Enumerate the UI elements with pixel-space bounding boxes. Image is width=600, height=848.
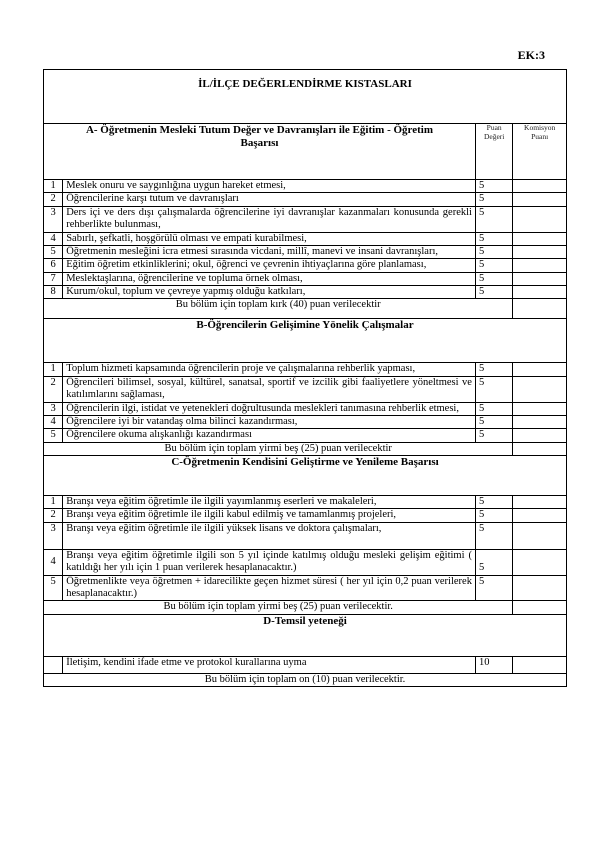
table-row: 4 Öğrencilere iyi bir vatandaş olma bilinci kazandırması, 5	[44, 415, 567, 428]
committee-score-cell[interactable]	[513, 245, 567, 258]
section-c-title: C-Öğretmenin Kendisini Geliştirme ve Yenileme Başarısı	[44, 456, 567, 496]
committee-score-cell[interactable]	[513, 363, 567, 376]
committee-total-cell[interactable]	[513, 601, 567, 614]
committee-score-cell[interactable]	[513, 415, 567, 428]
table-row: 3 Branşı veya eğitim öğretimle ile ilgili yüksek lisans ve doktora çalışmaları, 5	[44, 522, 567, 549]
section-b-total: Bu bölüm için toplam yirmi beş (25) puan verilecektir	[44, 442, 513, 455]
committee-total-cell[interactable]	[513, 299, 567, 319]
committee-header: Komisyon Puanı	[513, 124, 567, 180]
table-row: 5 Öğretmenlikte veya öğretmen + idarecilikte geçen hizmet süresi ( her yıl için 0,2 puan verilerek hesaplanacaktır.) 5	[44, 575, 567, 601]
table-title: İL/İLÇE DEĞERLENDİRME KISTASLARI	[44, 70, 567, 124]
evaluation-table	[43, 69, 567, 687]
table-row: 7 Meslektaşlarına, öğrencilerine ve topluma örnek olması, 5	[44, 272, 567, 285]
table-row: 3 Öğrencilerin ilgi, istidat ve yetenekleri doğrultusunda meslekleri tanımasına rehberlik etmesi, 5	[44, 402, 567, 415]
section-d-title: D-Temsil yeteneği	[44, 614, 567, 656]
table-row: 1 Branşı veya eğitim öğretimle ile ilgili yayımlanmış eserleri ve makaleleri, 5	[44, 496, 567, 509]
table-row: 5 Öğrencilere okuma alışkanlığı kazandırması 5	[44, 429, 567, 442]
committee-total-cell[interactable]	[513, 442, 567, 455]
annex-label: EK:3	[517, 48, 545, 62]
section-c-total: Bu bölüm için toplam yirmi beş (25) puan verilecektir.	[44, 601, 513, 614]
table-row: 6 Eğitim öğretim etkinliklerini; okul, öğrenci ve çevrenin ihtiyaçlarına göre planlaması, 5	[44, 259, 567, 272]
committee-score-cell[interactable]	[513, 272, 567, 285]
committee-score-cell[interactable]	[513, 286, 567, 299]
section-a-total: Bu bölüm için toplam kırk (40) puan verilecektir	[44, 299, 513, 319]
committee-score-cell[interactable]	[513, 180, 567, 193]
committee-score-cell[interactable]	[513, 656, 567, 673]
table-row: 2 Branşı veya eğitim öğretimle ile ilgili kabul edilmiş ve tamamlanmış projeleri, 5	[44, 509, 567, 522]
table-row: 4 Sabırlı, şefkatli, hoşgörülü olması ve empati kurabilmesi, 5	[44, 232, 567, 245]
table-row: 2 Öğrencileri bilimsel, sosyal, kültürel, sanatsal, sportif ve izcilik gibi faaliyetlere yöneltmesi ve katılımlarını sağlaması, 5	[44, 376, 567, 402]
committee-score-cell[interactable]	[513, 496, 567, 509]
committee-score-cell[interactable]	[513, 549, 567, 575]
section-b-title: B-Öğrencilerin Gelişimine Yönelik Çalışmalar	[44, 319, 567, 363]
table-row: 8 Kurum/okul, toplum ve çevreye yapmış olduğu katkıları, 5	[44, 286, 567, 299]
committee-score-cell[interactable]	[513, 509, 567, 522]
committee-score-cell[interactable]	[513, 232, 567, 245]
committee-score-cell[interactable]	[513, 575, 567, 601]
committee-score-cell[interactable]	[513, 429, 567, 442]
committee-score-cell[interactable]	[513, 402, 567, 415]
table-row: 4 Branşı veya eğitim öğretimle ilgili son 5 yıl içinde katılmış olduğu mesleki gelişim eğitimi ( katıldığı her yılı için 1 puan verilerek hesaplanacaktır.) 5	[44, 549, 567, 575]
table-row: 1 Toplum hizmeti kapsamında öğrencilerin proje ve çalışmalarına rehberlik yapması, 5	[44, 363, 567, 376]
table-row: 2 Öğrencilerine karşı tutum ve davranışları 5	[44, 193, 567, 206]
committee-score-cell[interactable]	[513, 376, 567, 402]
table-row: 1 Meslek onuru ve saygınlığına uygun hareket etmesi, 5	[44, 180, 567, 193]
section-a-title: A- Öğretmenin Mesleki Tutum Değer ve Davranışları ile Eğitim - Öğretim Başarısı	[44, 124, 476, 180]
points-header: Puan Değeri	[475, 124, 512, 180]
table-row: 5 Öğretmenin mesleğini icra etmesi sırasında vicdani, millî, manevi ve insani davranışları, 5	[44, 245, 567, 258]
table-row: 3 Ders içi ve ders dışı çalışmalarda öğrencilerine iyi davranışlar kazanmaları konusunda gerekli rehberlikte bulunması, 5	[44, 206, 567, 232]
table-row: İletişim, kendini ifade etme ve protokol kurallarına uyma 10	[44, 656, 567, 673]
committee-score-cell[interactable]	[513, 259, 567, 272]
committee-score-cell[interactable]	[513, 522, 567, 549]
committee-score-cell[interactable]	[513, 206, 567, 232]
section-d-total: Bu bölüm için toplam on (10) puan verilecektir.	[44, 673, 567, 686]
committee-score-cell[interactable]	[513, 193, 567, 206]
